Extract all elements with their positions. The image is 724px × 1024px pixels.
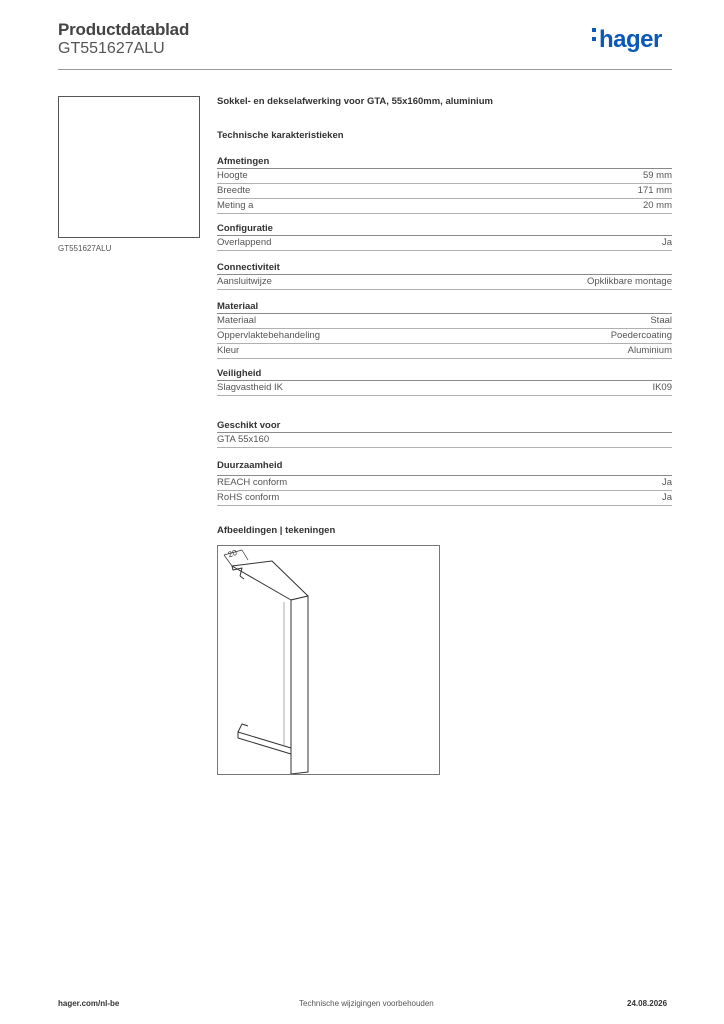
row-value: Ja (661, 477, 672, 488)
section-title-materiaal: Materiaal (217, 301, 259, 312)
logo-text: hager (599, 26, 662, 53)
row-label: Materiaal (217, 315, 257, 326)
section-title-configuratie: Configuratie (217, 223, 273, 234)
section-title-veiligheid: Veiligheid (217, 368, 262, 379)
product-code: GT551627ALU (58, 40, 165, 57)
section-title-geschikt: Geschikt voor (217, 420, 281, 431)
table-row (217, 476, 672, 491)
product-description: Sokkel- en dekselafwerking voor GTA, 55x160mm, aluminium (217, 96, 493, 107)
row-value: IK09 (652, 382, 672, 393)
row-label: Aansluitwijze (217, 276, 272, 287)
section-title-afmetingen: Afmetingen (217, 156, 270, 167)
section-title-connectiviteit: Connectiviteit (217, 262, 280, 273)
table-veiligheid (217, 380, 672, 396)
row-value: Ja (661, 492, 672, 503)
table-connectiviteit (217, 274, 672, 290)
row-value: Staal (650, 315, 672, 326)
row-value: Opklikbare montage (586, 276, 672, 287)
row-value: Aluminium (627, 345, 672, 356)
table-row (217, 314, 672, 329)
table-afmetingen (217, 168, 672, 214)
characteristics-title: Technische karakteristieken (217, 130, 344, 141)
footer-website-link[interactable]: hager.com/nl-be (58, 999, 120, 1008)
table-row (217, 491, 672, 506)
table-materiaal (217, 313, 672, 359)
row-label: Slagvastheid IK (217, 382, 284, 393)
row-label: Meting a (217, 200, 254, 211)
page-title: Productdatablad (58, 20, 190, 39)
row-label: Overlappend (217, 237, 272, 248)
drawings-title: Afbeeldingen | tekeningen (217, 525, 336, 536)
row-value: Ja (661, 237, 672, 248)
logo-colon-mark (592, 26, 598, 46)
row-label: Breedte (217, 185, 251, 196)
technical-drawing (217, 545, 440, 775)
table-row (217, 275, 672, 290)
row-label: GTA 55x160 (217, 434, 270, 445)
table-duurzaamheid (217, 475, 672, 506)
table-row (217, 329, 672, 344)
dimension-label: 20 (226, 547, 239, 560)
hager-logo (592, 27, 662, 52)
table-row (217, 184, 672, 199)
table-row (217, 381, 672, 396)
table-row (217, 236, 672, 251)
row-label: Oppervlaktebehandeling (217, 330, 320, 341)
row-label: Hoogte (217, 170, 248, 181)
product-image (58, 96, 200, 238)
table-row (217, 199, 672, 214)
technical-drawing-svg (218, 546, 439, 774)
row-label: Kleur (217, 345, 240, 356)
table-geschikt (217, 432, 672, 448)
row-label: REACH conform (217, 477, 288, 488)
header-divider (58, 69, 672, 70)
footer-date: 24.08.2026 (627, 999, 668, 1008)
row-value: Poedercoating (610, 330, 672, 341)
row-label: RoHS conform (217, 492, 280, 503)
table-row (217, 344, 672, 359)
section-title-duurzaamheid: Duurzaamheid (217, 460, 283, 471)
row-value: 59 mm (642, 170, 672, 181)
row-value: 171 mm (637, 185, 672, 196)
row-value: 20 mm (642, 200, 672, 211)
product-image-caption: GT551627ALU (58, 244, 112, 253)
table-configuratie (217, 235, 672, 251)
footer-notice: Technische wijzigingen voorbehouden (299, 999, 434, 1008)
table-row (217, 433, 672, 448)
table-row (217, 169, 672, 184)
